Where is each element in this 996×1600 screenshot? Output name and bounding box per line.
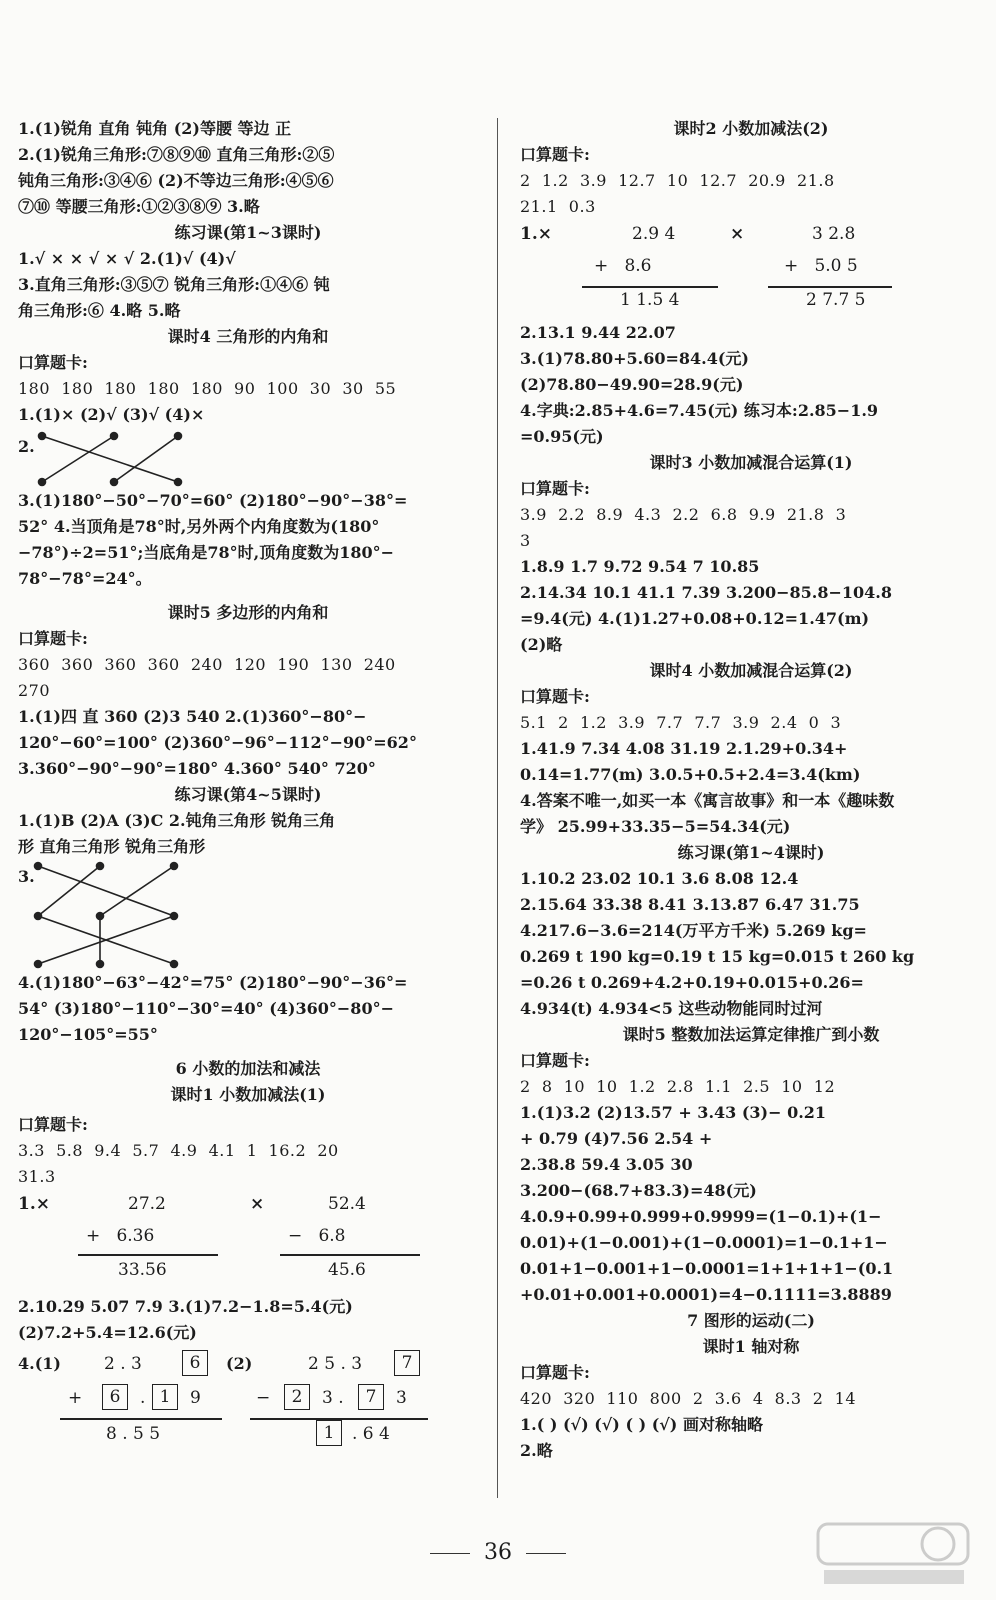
answer-line: 1.41.9 7.34 4.08 31.19 2.1.29+0.34+	[520, 739, 848, 758]
calc-mark: 1.×	[18, 1194, 50, 1214]
calc-label: (2)	[226, 1354, 253, 1373]
mental-math-answers: 360 360 360 360 240 120 190 130 240	[18, 655, 396, 674]
answer-line: 3.(1)78.80+5.60=84.4(元)	[520, 349, 749, 368]
calc-result: 2 7.7 5	[806, 290, 866, 310]
answer-line: 1.(1)四 直 360 (2)3 540 2.(1)360°−80°−	[18, 707, 367, 726]
mental-math-answers: 3.9 2.2 8.9 4.3 2.2 6.8 9.9 21.8 3	[520, 505, 847, 524]
mental-math-answers: 2 8 10 10 1.2 2.8 1.1 2.5 10 12	[520, 1077, 836, 1096]
calc-rule	[280, 1254, 420, 1256]
matching-lines-svg	[28, 428, 228, 488]
mental-math-heading: 口算题卡:	[520, 1363, 590, 1382]
calc-rule	[768, 286, 892, 288]
answer-line: 1.10.2 23.02 10.1 3.6 8.08 12.4	[520, 869, 799, 888]
answer-line: −78°)÷2=51°;当底角是78°时,顶角度数为180°−	[18, 543, 395, 562]
answer-line: 2.(1)锐角三角形:⑦⑧⑨⑩ 直角三角形:②⑤	[18, 145, 335, 164]
answer-line: 3.直角三角形:③⑤⑦ 锐角三角形:①④⑥ 钝	[18, 275, 330, 294]
section-heading: 课时4 小数加减混合运算(2)	[649, 661, 853, 680]
section-heading: 练习课(第4~5课时)	[174, 785, 322, 804]
decimal-point: .	[140, 1388, 146, 1408]
calc-digit: 3 .	[322, 1388, 344, 1408]
answer-line: 角三角形:⑥ 4.略 5.略	[18, 301, 181, 320]
answer-line: 4.答案不唯一,如买一本《寓言故事》和一本《趣味数	[520, 791, 895, 810]
vertical-calculation-3	[520, 220, 982, 320]
calc-addend: + 6.36	[86, 1226, 155, 1246]
page-number-dash	[430, 1553, 470, 1554]
answer-line: 54° (3)180°−110°−30°=40° (4)360°−80°−	[18, 999, 394, 1018]
answer-line: 3.360°−90°−90°=180° 4.360° 540° 720°	[18, 759, 376, 778]
answer-line: 4.217.6−3.6=214(万平方千米) 5.269 kg=	[520, 921, 867, 940]
answer-line: + 0.79 (4)7.56 2.54 +	[520, 1129, 713, 1148]
matching-lines-svg	[32, 860, 192, 970]
section-heading: 课时1 小数加减法(1)	[170, 1085, 326, 1104]
watermark-logo	[814, 1520, 974, 1590]
calc-top: 2 5 . 3	[308, 1354, 363, 1374]
calc-box-digit: 1	[152, 1384, 178, 1410]
answer-line: 3.(1)180°−50°−70°=60° (2)180°−90°−38°=	[18, 491, 408, 510]
answer-line: 1.(1)锐角 直角 钝角 (2)等腰 等边 正	[18, 119, 292, 138]
section-heading: 练习课(第1~4课时)	[677, 843, 825, 862]
minus-sign: −	[256, 1388, 271, 1408]
section-heading: 课时5 整数加法运算定律推广到小数	[622, 1025, 880, 1044]
chapter-heading: 7 图形的运动(二)	[687, 1311, 815, 1330]
calc-result: 33.56	[118, 1260, 167, 1280]
mental-math-heading: 口算题卡:	[18, 1115, 88, 1134]
mental-math-answers: 21.1 0.3	[520, 197, 596, 216]
answer-label: 3.	[18, 867, 35, 886]
answer-line: 2.10.29 5.07 7.9 3.(1)7.2−1.8=5.4(元)	[18, 1297, 353, 1316]
mental-math-answers: 180 180 180 180 180 90 100 30 30 55	[18, 379, 397, 398]
answer-line: 0.269 t 190 kg=0.19 t 15 kg=0.015 t 260 kg	[520, 947, 915, 966]
calc-box-digit: 7	[394, 1350, 420, 1376]
calc-box-digit: 2	[284, 1384, 310, 1410]
answer-line: 1.√ × × √ × √ 2.(1)√ (4)√	[18, 249, 236, 268]
mental-math-answers: 3	[520, 531, 531, 550]
matching-diagram-2	[18, 860, 478, 970]
answer-line: 2.13.1 9.44 22.07	[520, 323, 676, 342]
answer-line: 1.( ) (√) (√) ( ) (√) 画对称轴略	[520, 1415, 763, 1434]
answer-line: 0.01)+(1−0.001)+(1−0.0001)=1−0.1+1−	[520, 1233, 888, 1252]
answer-line: 0.14=1.77(m) 3.0.5+0.5+2.4=3.4(km)	[520, 765, 861, 784]
answer-line: 2.15.64 33.38 8.41 3.13.87 6.47 31.75	[520, 895, 860, 914]
answer-line: 0.01+1−0.001+1−0.0001=1+1+1+1−(0.1	[520, 1259, 894, 1278]
answer-line: 1.(1)3.2 (2)13.57 + 3.43 (3)− 0.21	[520, 1103, 827, 1122]
calc-result: 45.6	[328, 1260, 366, 1280]
calc-top: 3 2.8	[812, 224, 856, 244]
answer-line: 4.(1)180°−63°−42°=75° (2)180°−90°−36°=	[18, 973, 408, 992]
calc-box-digit: 6	[102, 1384, 128, 1410]
answer-line: 3.200−(68.7+83.3)=48(元)	[520, 1181, 757, 1200]
mental-math-heading: 口算题卡:	[18, 353, 88, 372]
mental-math-answers: 3.3 5.8 9.4 5.7 4.9 4.1 1 16.2 20	[18, 1141, 339, 1160]
calc-top: 27.2	[128, 1194, 166, 1214]
page-number-dash	[526, 1553, 566, 1554]
chapter-heading: 6 小数的加法和减法	[175, 1059, 321, 1078]
section-heading: 课时3 小数加减混合运算(1)	[649, 453, 853, 472]
calc-result: 8 . 5 5	[106, 1424, 161, 1444]
section-heading: 课时1 轴对称	[702, 1337, 800, 1356]
mental-math-heading: 口算题卡:	[520, 145, 590, 164]
answer-line: =0.26 t 0.269+4.2+0.19+0.015+0.26=	[520, 973, 864, 992]
answer-line: 形 直角三角形 锐角三角形	[18, 837, 206, 856]
calc-box-digit: 7	[358, 1384, 384, 1410]
calc-addend: + 8.6	[594, 256, 652, 276]
calc-rule	[60, 1418, 222, 1420]
answer-line: 52° 4.当顶角是78°时,另外两个内角度数为(180°	[18, 517, 380, 536]
calc-digit: 9	[190, 1388, 201, 1408]
left-column	[18, 116, 478, 1456]
section-heading: 课时2 小数加减法(2)	[673, 119, 829, 138]
calc-rule	[582, 286, 718, 288]
vertical-calculation-1	[18, 1190, 478, 1294]
mental-math-heading: 口算题卡:	[520, 1051, 590, 1070]
right-column	[520, 116, 982, 1464]
answer-line: 2.38.8 59.4 3.05 30	[520, 1155, 693, 1174]
calc-top: 2 . 3	[104, 1354, 142, 1374]
mental-math-answers: 270	[18, 681, 51, 700]
mental-math-answers: 420 320 110 800 2 3.6 4 8.3 2 14	[520, 1389, 856, 1408]
calc-result: 1 1.5 4	[620, 290, 680, 310]
answer-line: 4.934(t) 4.934<5 这些动物能同时过河	[520, 999, 823, 1018]
answer-line: 4.0.9+0.99+0.999+0.9999=(1−0.1)+(1−	[520, 1207, 882, 1226]
calc-mark: ×	[250, 1194, 265, 1214]
section-heading: 课时4 三角形的内角和	[167, 327, 329, 346]
answer-line: 2.略	[520, 1441, 553, 1460]
mental-math-answers: 31.3	[18, 1167, 56, 1186]
calc-mark: 1.×	[520, 224, 552, 244]
plus-sign: +	[68, 1388, 83, 1408]
mental-math-heading: 口算题卡:	[520, 687, 590, 706]
calc-box-digit: 6	[182, 1350, 208, 1376]
answer-line: =9.4(元) 4.(1)1.27+0.08+0.12=1.47(m)	[520, 609, 870, 628]
calc-digit: 3	[396, 1388, 407, 1408]
answer-line: 学》 25.99+33.35−5=54.34(元)	[520, 817, 791, 836]
column-divider	[497, 118, 498, 1498]
answer-line: 1.(1)× (2)√ (3)√ (4)×	[18, 405, 205, 424]
mental-math-heading: 口算题卡:	[18, 629, 88, 648]
answer-line: (2)略	[520, 635, 563, 654]
calc-mark: ×	[730, 224, 745, 244]
answer-line: (2)7.2+5.4=12.6(元)	[18, 1323, 197, 1342]
answer-line: 120°−60°=100° (2)360°−96°−112°−90°=62°	[18, 733, 417, 752]
answer-line: 钝角三角形:③④⑥ (2)不等边三角形:④⑤⑥	[18, 171, 334, 190]
answer-line: +0.01+0.001+0.0001)=4−0.1111=3.8889	[520, 1285, 892, 1304]
answer-label: 2.	[18, 437, 35, 456]
mental-math-answers: 2 1.2 3.9 12.7 10 12.7 20.9 21.8	[520, 171, 835, 190]
matching-diagram-1	[18, 428, 478, 488]
answer-line: 78°−78°=24°。	[18, 569, 152, 588]
answer-line: (2)78.80−49.90=28.9(元)	[520, 375, 744, 394]
answer-line: 4.字典:2.85+4.6=7.45(元) 练习本:2.85−1.9	[520, 401, 879, 420]
answer-line: 2.14.34 10.1 41.1 7.39 3.200−85.8−104.8	[520, 583, 892, 602]
vertical-calculation-2	[18, 1346, 478, 1456]
mental-math-answers: 5.1 2 1.2 3.9 7.7 7.7 3.9 2.4 0 3	[520, 713, 842, 732]
section-heading: 课时5 多边形的内角和	[167, 603, 329, 622]
calc-box-digit: 1	[316, 1420, 342, 1446]
answer-line: ⑦⑩ 等腰三角形:①②③⑧⑨ 3.略	[18, 197, 260, 216]
page-number: 36	[0, 1540, 996, 1565]
answer-line: =0.95(元)	[520, 427, 604, 446]
calc-top: 2.9 4	[632, 224, 676, 244]
calc-rule	[78, 1254, 218, 1256]
answer-line: 1.(1)B (2)A (3)C 2.钝角三角形 锐角三角	[18, 811, 336, 830]
calc-label: 4.(1)	[18, 1354, 61, 1373]
calc-result: . 6 4	[352, 1424, 390, 1444]
section-heading: 练习课(第1~3课时)	[174, 223, 322, 242]
calc-subtrahend: − 6.8	[288, 1226, 346, 1246]
calc-top: 52.4	[328, 1194, 366, 1214]
answer-line: 120°−105°=55°	[18, 1025, 158, 1044]
answer-line: 1.8.9 1.7 9.72 9.54 7 10.85	[520, 557, 760, 576]
calc-addend: + 5.0 5	[784, 256, 858, 276]
mental-math-heading: 口算题卡:	[520, 479, 590, 498]
